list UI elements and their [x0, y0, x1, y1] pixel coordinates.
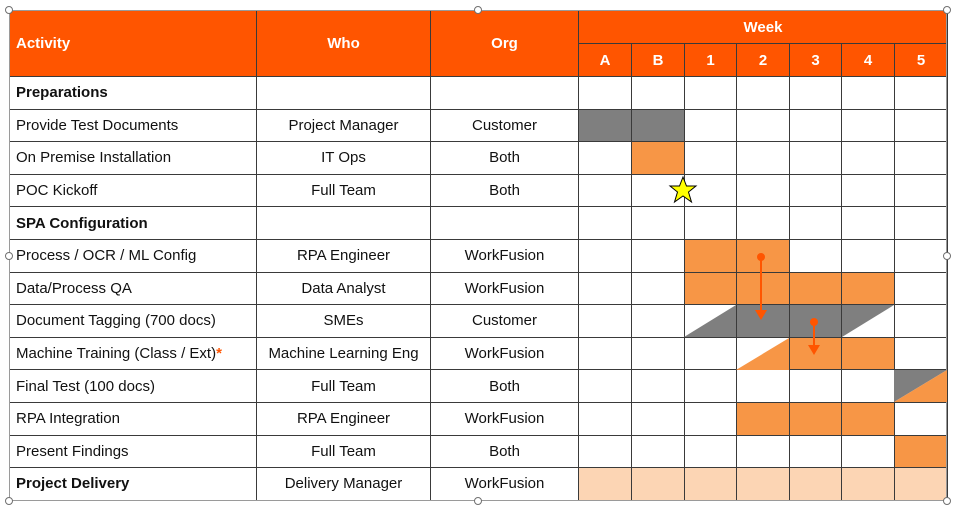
activity-label: On Premise Installation	[16, 149, 172, 167]
activity-label: Provide Test Documents	[16, 116, 179, 134]
resize-handle-bottom-left[interactable]	[5, 497, 13, 505]
resize-handle-middle-left[interactable]	[5, 252, 13, 260]
org-cell[interactable]: WorkFusion	[431, 239, 579, 272]
header-week-3[interactable]: 3	[790, 44, 842, 77]
activity-label: Project Delivery	[16, 475, 130, 493]
resize-handle-top-left[interactable]	[5, 6, 13, 14]
header-org[interactable]: Org	[431, 11, 579, 77]
header-week-a[interactable]: A	[579, 44, 632, 77]
org-cell[interactable]: Both	[431, 370, 579, 403]
who-cell[interactable]: RPA Engineer	[257, 239, 431, 272]
org-cell[interactable]: WorkFusion	[431, 468, 579, 501]
who-cell[interactable]: Full Team	[257, 174, 431, 207]
org-cell[interactable]: Customer	[431, 109, 579, 142]
activity-label: Present Findings	[16, 442, 129, 460]
selection-frame	[9, 10, 947, 501]
who-cell[interactable]: SMEs	[257, 305, 431, 338]
activity-label: Preparations	[16, 84, 108, 102]
org-cell[interactable]: WorkFusion	[431, 272, 579, 305]
who-cell[interactable]: Machine Learning Eng	[257, 337, 431, 370]
header-week-5[interactable]: 5	[895, 44, 948, 77]
activity-label: RPA Integration	[16, 410, 120, 428]
header-week-b[interactable]: B	[632, 44, 685, 77]
activity-label: Data/Process QA	[16, 279, 132, 297]
header-week-4[interactable]: 4	[842, 44, 895, 77]
activity-label: Final Test (100 docs)	[16, 377, 155, 395]
resize-handle-bottom-right[interactable]	[943, 497, 951, 505]
org-cell[interactable]: WorkFusion	[431, 337, 579, 370]
resize-handle-bottom-middle[interactable]	[474, 497, 482, 505]
activity-label: Machine Training (Class / Ext)	[16, 345, 217, 363]
who-cell[interactable]: Delivery Manager	[257, 468, 431, 501]
who-cell[interactable]: RPA Engineer	[257, 402, 431, 435]
header-who[interactable]: Who	[257, 11, 431, 77]
resize-handle-top-middle[interactable]	[474, 6, 482, 14]
who-cell[interactable]: Project Manager	[257, 109, 431, 142]
who-cell[interactable]: Data Analyst	[257, 272, 431, 305]
activity-label: Process / OCR / ML Config	[16, 247, 197, 265]
asterisk-note: *	[216, 345, 222, 363]
who-cell[interactable]: Full Team	[257, 370, 431, 403]
activity-label: POC Kickoff	[16, 182, 98, 200]
header-week-2[interactable]: 2	[737, 44, 790, 77]
org-cell[interactable]: Both	[431, 174, 579, 207]
org-cell[interactable]: Both	[431, 435, 579, 468]
who-cell[interactable]: IT Ops	[257, 142, 431, 175]
header-week-1[interactable]: 1	[685, 44, 737, 77]
org-cell[interactable]: Both	[431, 142, 579, 175]
resize-handle-middle-right[interactable]	[943, 252, 951, 260]
org-cell[interactable]: Customer	[431, 305, 579, 338]
activity-label: Document Tagging (700 docs)	[16, 312, 216, 330]
header-week[interactable]: Week	[579, 11, 948, 44]
org-cell[interactable]: WorkFusion	[431, 402, 579, 435]
resize-handle-top-right[interactable]	[943, 6, 951, 14]
who-cell[interactable]: Full Team	[257, 435, 431, 468]
header-activity[interactable]: Activity	[10, 11, 257, 77]
activity-label: SPA Configuration	[16, 214, 148, 232]
